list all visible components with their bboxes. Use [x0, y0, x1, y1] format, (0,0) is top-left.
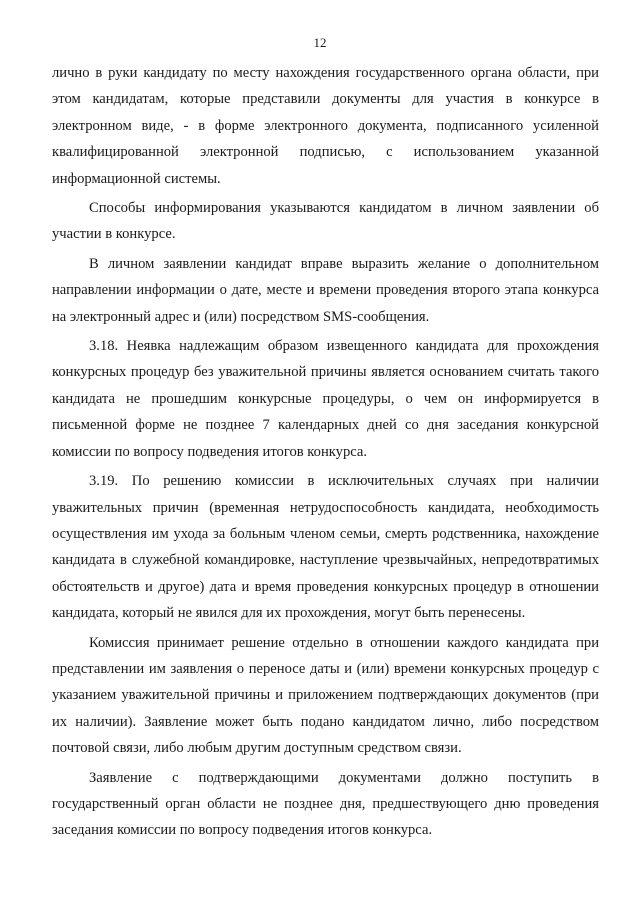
- paragraph-3-19: 3.19. По решению комиссии в исключительных случаях при наличии уважительных причин (временная нетрудоспособность кандидата, необходимость осуществления им ухода за больным членом семьи, смерть родственника, нахождение кандидата в служебной командировке, наступление чрезвычайных, непредотвратимых обстоятельств и другое) дата и время проведения конкурсных процедур в отношении кандидата, который не явился для их прохождения, могут быть перенесены.: [52, 473, 599, 622]
- paragraph-informing-methods: Способы информирования указываются кандидатом в личном заявлении об участии в конкурсе.: [52, 200, 599, 243]
- page-number: 12: [313, 35, 327, 50]
- paragraph-continuation: лично в руки кандидату по месту нахождения государственного органа области, при этом кандидатам, которые представили документы для участия в конкурсе в электронном виде, - в форме электронного документа, подписанного усиленной квалифицированной электронной подписью, с использованием указанной информационной системы.: [52, 65, 599, 187]
- paragraph-3-18: 3.18. Неявка надлежащим образом извещенного кандидата для прохождения конкурсных процедур без уважительной причины является основанием считать такого кандидата не прошедшим конкурсные процедуры, о чем он информируется в письменной форме не позднее 7 календарных дней со дня заседания конкурсной комиссии по вопросу подведения итогов конкурса.: [52, 338, 599, 460]
- paragraph-application-deadline: Заявление с подтверждающими документами должно поступить в государственный орган области не позднее дня, предшествующего дню проведения заседания комиссии по вопросу подведения итогов конкурса.: [52, 769, 599, 839]
- document-body: [52, 60, 599, 844]
- paragraph-additional-notification: В личном заявлении кандидат вправе выразить желание о дополнительном направлении информации о дате, месте и времени проведения второго этапа конкурса на электронный адрес и (или) посредством SMS-сообщения.: [52, 255, 599, 325]
- paragraph-commission-decision: Комиссия принимает решение отдельно в отношении каждого кандидата при представлении им заявления о переносе даты и (или) времени конкурсных процедур с указанием уважительной причины и приложением подтверждающих документов (при их наличии). Заявление может быть подано кандидатом лично, либо посредством почтовой связи, либо любым другим доступным средством связи.: [52, 634, 599, 757]
